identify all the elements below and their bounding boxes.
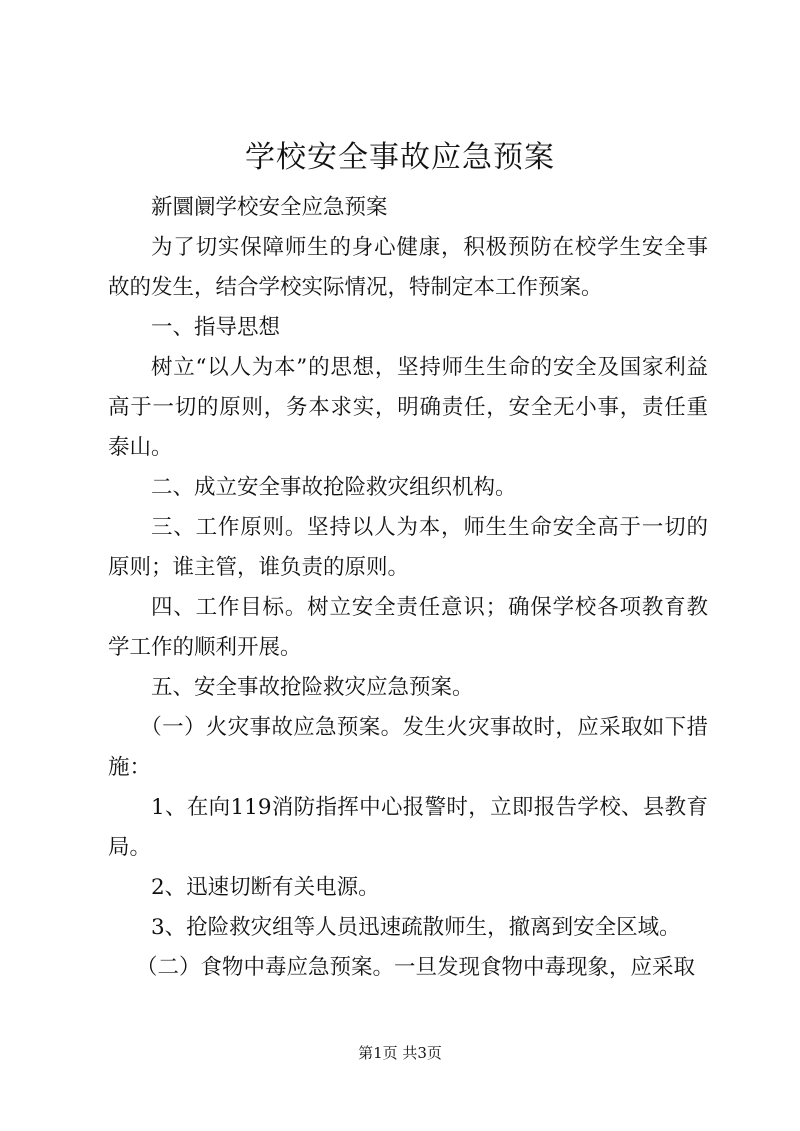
list-item-fire-step-1: 1、在向119消防指挥中心报警时，立即报告学校、县教育局。: [108, 795, 708, 860]
document-title: 学校安全事故应急预案: [245, 140, 555, 175]
list-item-fire-step-2: 2、迅速切断有关电源。: [151, 875, 380, 900]
paragraph-school-name: 新圜阛学校安全应急预案: [151, 195, 388, 220]
paragraph-work-goals: 四、工作目标。树立安全责任意识；确保学校各项教育教学工作的顺利开展。: [108, 595, 708, 660]
list-item-fire-step-3: 3、抢险救灾组等人员迅速疏散师生，撤离到安全区域。: [151, 915, 681, 940]
page-footer: 第1页 共3页: [358, 1044, 442, 1062]
heading-organization: 二、成立安全事故抢险救灾组织机构。: [151, 475, 517, 500]
paragraph-work-principles: 三、工作原则。坚持以人为本，师生生命安全高于一切的原则；谁主管，谁负责的原则。: [108, 515, 708, 580]
paragraph-guiding-ideology: 树立“以人为本”的思想，坚持师生生命的安全及国家利益高于一切的原则，务本求实，明确责任，安全无小事，责任重泰山。: [108, 355, 708, 460]
paragraph-intro: 为了切实保障师生的身心健康，积极预防在校学生安全事故的发生，结合学校实际情况，特制定本工作预案。: [108, 235, 708, 300]
paragraph-fire-plan: （一）火灾事故应急预案。发生火灾事故时，应采取如下措施：: [108, 715, 708, 780]
paragraph-food-poisoning-plan: （二）食物中毒应急预案。一旦发现食物中毒现象，应采取: [135, 955, 695, 980]
heading-guiding-ideology: 一、指导思想: [151, 315, 281, 340]
document-body: [108, 188, 708, 988]
heading-emergency-plan: 五、安全事故抢险救灾应急预案。: [151, 675, 474, 700]
